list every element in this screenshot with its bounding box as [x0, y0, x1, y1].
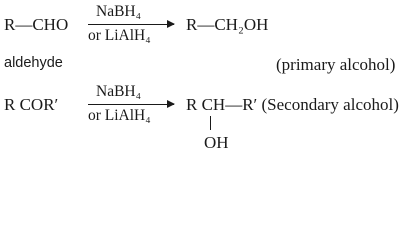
reaction-arrow-1: [88, 24, 174, 25]
product-secondary-alcohol: R CH—R′ (Secondary alcohol): [186, 95, 399, 114]
product-primary-alcohol: R—CH₂OH: [186, 15, 269, 34]
reagent-bottom-2: or LiAlH₄: [88, 107, 151, 124]
label-primary-alcohol: (primary alcohol): [276, 55, 396, 74]
reactant-aldehyde: R—CHO: [4, 15, 69, 34]
label-aldehyde: aldehyde: [4, 55, 63, 71]
substituent-oh: OH: [204, 133, 229, 152]
reagent-top-2: NaBH₄: [96, 83, 142, 100]
reactant-ketone: R COR′: [4, 95, 59, 114]
reaction-arrow-2: [88, 104, 174, 105]
bond-line-oh: [210, 116, 211, 130]
reagent-top-1: NaBH₄: [96, 3, 142, 20]
reagent-bottom-1: or LiAlH₄: [88, 27, 151, 44]
